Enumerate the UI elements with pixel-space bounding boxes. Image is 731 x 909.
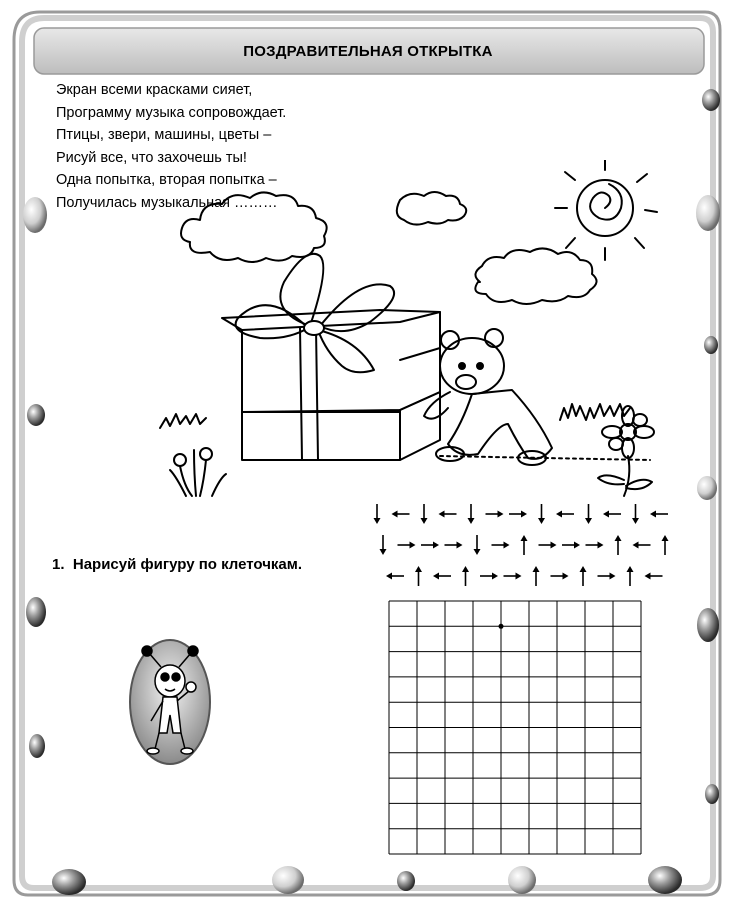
arrow-left-icon	[650, 511, 668, 518]
arrow-up-icon	[662, 535, 669, 555]
arrow-right-icon	[486, 511, 504, 518]
arrow-down-icon	[421, 504, 428, 524]
arrow-right-icon	[562, 542, 580, 549]
arrow-right-icon	[398, 542, 416, 549]
cloud-right	[475, 248, 596, 304]
poem-line: Получилась музыкальная ………	[56, 194, 278, 211]
arrow-up-icon	[533, 566, 540, 586]
arrow-down-icon	[538, 504, 545, 524]
poem-line: Птицы, звери, машины, цветы –	[56, 127, 272, 143]
poem-line: Одна попытка, вторая попытка –	[56, 172, 277, 188]
arrow-down-icon	[380, 535, 387, 555]
arrow-left-icon	[439, 511, 457, 518]
arrow-instructions	[360, 498, 680, 593]
arrow-down-icon	[632, 504, 639, 524]
arrow-down-icon	[374, 504, 381, 524]
arrow-up-icon	[615, 535, 622, 555]
arrow-down-icon	[585, 504, 592, 524]
sun-icon	[555, 160, 657, 260]
flower-right	[598, 406, 654, 496]
poem-line: Экран всеми красками сияет,	[56, 82, 253, 98]
arrow-right-icon	[586, 542, 604, 549]
bow	[236, 305, 308, 338]
drawing-grid[interactable]	[388, 600, 642, 855]
task-number: 1.	[52, 556, 65, 573]
arrow-left-icon	[386, 573, 404, 580]
arrow-right-icon	[421, 542, 439, 549]
arrow-left-icon	[645, 573, 663, 580]
arrow-right-icon	[509, 511, 527, 518]
task-text: Нарисуй фигуру по клеточкам.	[72, 556, 303, 573]
poem-line: Рисуй все, что захочешь ты!	[56, 149, 247, 166]
arrow-left-icon	[392, 511, 410, 518]
arrow-up-icon	[580, 566, 587, 586]
flower-left	[170, 448, 226, 496]
arrow-up-icon	[462, 566, 469, 586]
gift-box	[222, 254, 440, 460]
arrow-right-icon	[551, 573, 569, 580]
start-point-dot	[499, 624, 504, 629]
arrow-up-icon	[627, 566, 634, 586]
alien-character-illustration	[125, 637, 215, 767]
bear-figure	[424, 329, 552, 465]
arrow-up-icon	[415, 566, 422, 586]
arrow-left-icon	[433, 573, 451, 580]
arrow-right-icon	[504, 573, 522, 580]
arrow-down-icon	[474, 535, 481, 555]
arrow-right-icon	[480, 573, 498, 580]
arrow-down-icon	[468, 504, 475, 524]
arrow-right-icon	[445, 542, 463, 549]
arrow-left-icon	[556, 511, 574, 518]
page-title: ПОЗДРАВИТЕЛЬНАЯ ОТКРЫТКА	[243, 42, 493, 60]
gift-bear-illustration	[150, 160, 690, 500]
arrow-left-icon	[603, 511, 621, 518]
arrow-up-icon	[521, 535, 528, 555]
arrow-right-icon	[492, 542, 510, 549]
poem-line: Программу музыка сопровождает.	[56, 104, 287, 121]
arrow-right-icon	[539, 542, 557, 549]
arrow-left-icon	[633, 542, 651, 549]
cloud-left	[181, 192, 327, 262]
task-heading	[52, 556, 302, 573]
arrow-right-icon	[598, 573, 616, 580]
